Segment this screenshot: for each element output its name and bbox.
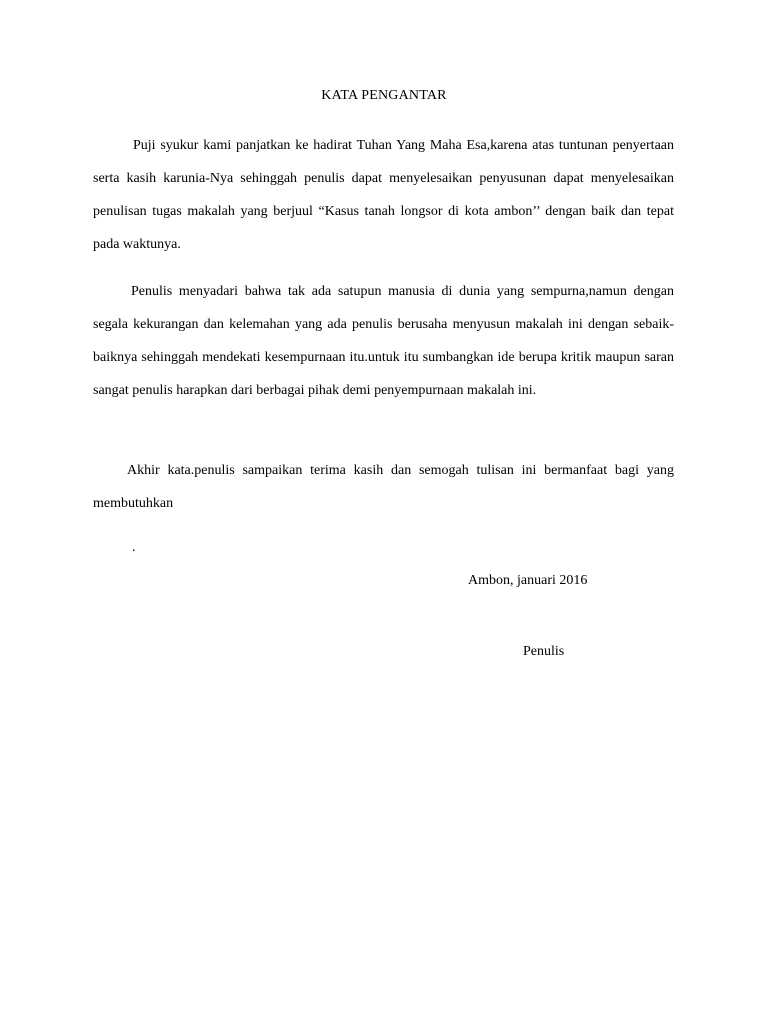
stray-period: . xyxy=(132,540,136,555)
paragraph-3: Akhir kata.penulis sampaikan terima kasih dan semogah tulisan ini bermanfaat bagi yang membutuhkan xyxy=(93,463,674,511)
paragraph-1: Puji syukur kami panjatkan ke hadirat Tuhan Yang Maha Esa,karena atas tuntunan penyertaan serta kasih karunia-Nya sehinggah penulis dapat menyelesaikan penyusunan dapat menyelesaikan penulisan tugas makalah yang berjuul “Kasus tanah longsor di kota ambon’’ dengan baik dan tepat pada waktunya. xyxy=(93,138,674,252)
signature-name: Penulis xyxy=(523,644,565,659)
paragraph-2: Penulis menyadari bahwa tak ada satupun manusia di dunia yang sempurna,namun dengan segala kekurangan dan kelemahan yang ada penulis berusaha menyusun makalah ini dengan sebaik-baiknya sehinggah mendekati kesempurnaan itu.untuk itu sumbangkan ide berupa kritik maupun saran sangat penulis harapkan dari berbagai pihak demi penyempurnaan makalah ini. xyxy=(93,284,674,398)
place-and-date: Ambon, januari 2016 xyxy=(468,573,588,588)
page-title: KATA PENGANTAR xyxy=(321,88,447,103)
